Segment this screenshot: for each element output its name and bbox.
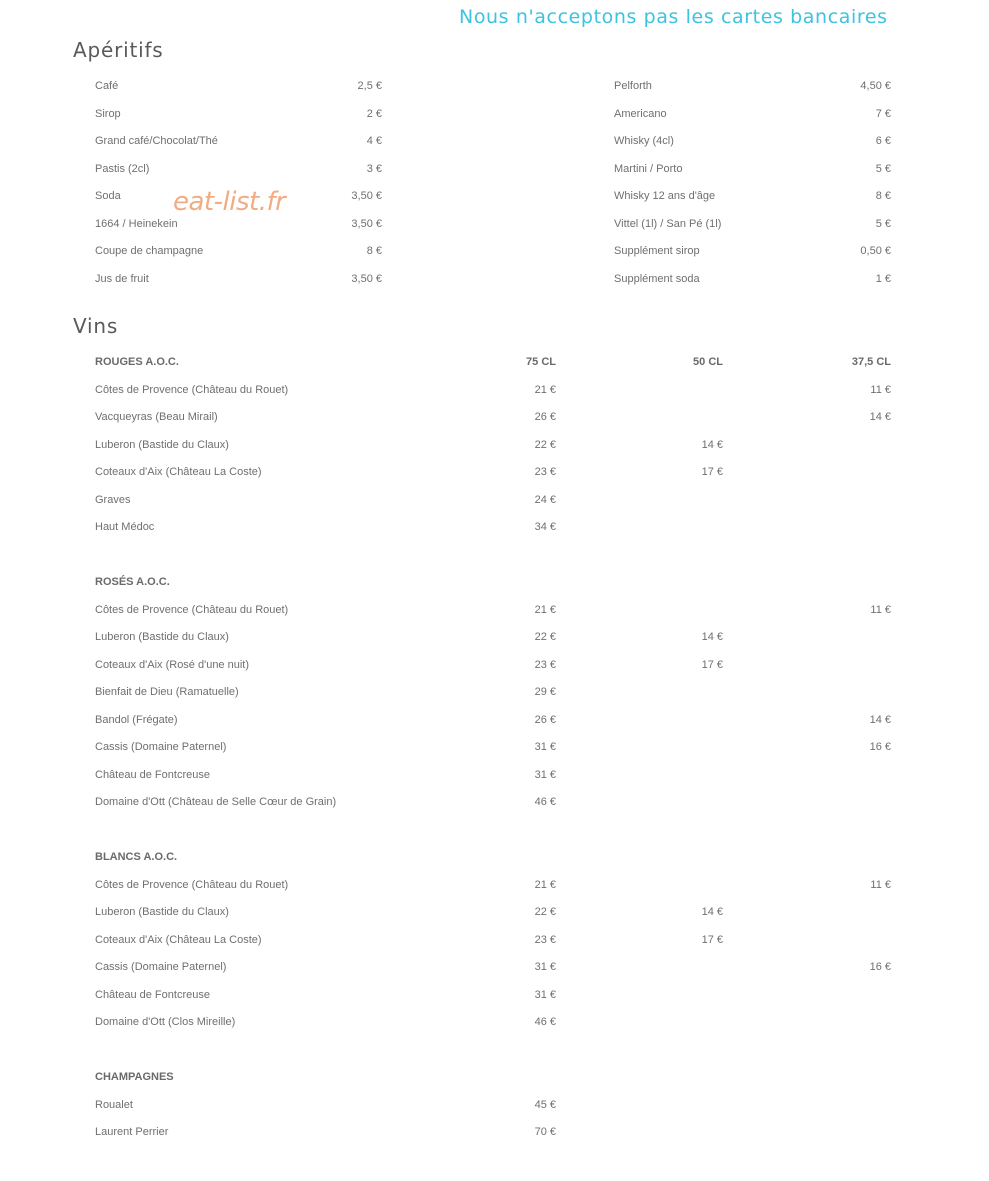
item-price: 4 €: [366, 135, 382, 147]
table-row: [95, 902, 891, 930]
price-75cl: 21 €: [534, 383, 556, 396]
price-75cl: 23 €: [534, 466, 556, 478]
table-row: [95, 710, 891, 738]
table-row: [95, 1095, 891, 1123]
price-50cl: 14 €: [701, 631, 723, 643]
list-item: [614, 76, 891, 104]
item-price: 3,50 €: [351, 190, 382, 202]
price-37cl: 11 €: [870, 878, 891, 891]
price-75cl: 70 €: [534, 1126, 556, 1138]
table-header-row: [95, 847, 891, 875]
item-price: 2 €: [366, 107, 382, 120]
price-37cl: 14 €: [869, 713, 891, 726]
price-37cl: 16 €: [869, 961, 891, 973]
wine-name: Laurent Perrier: [95, 1126, 169, 1138]
wine-name: Côtes de Provence (Château du Rouet): [95, 603, 289, 616]
table-row: [95, 737, 891, 765]
item-price: 3 €: [366, 162, 382, 175]
table-row: [95, 517, 891, 545]
price-50cl: 14 €: [701, 438, 723, 451]
item-price: 7 €: [875, 107, 891, 120]
table-row: [95, 490, 891, 518]
item-name: Coupe de champagne: [95, 245, 204, 257]
table-row: [95, 435, 891, 463]
list-item: [95, 76, 382, 104]
item-price: 5 €: [875, 217, 891, 230]
table-row: [95, 875, 891, 903]
item-name: Vittel (1l) / San Pé (1l): [614, 217, 722, 230]
wine-name: Haut Médoc: [95, 521, 155, 533]
list-item: [614, 186, 891, 214]
price-50cl: 14 €: [701, 906, 723, 918]
item-price: 4,50 €: [860, 80, 891, 92]
table-header-row: [95, 1067, 891, 1095]
item-name: Pelforth: [614, 80, 652, 92]
table-row: [95, 957, 891, 985]
wine-name: Luberon (Bastide du Claux): [95, 438, 229, 451]
table-row: [95, 600, 891, 628]
price-37cl: 14 €: [869, 411, 891, 423]
price-75cl: 23 €: [534, 933, 556, 946]
item-name: Pastis (2cl): [95, 162, 150, 175]
wine-name: Bandol (Frégate): [95, 713, 178, 726]
list-item: [614, 241, 891, 269]
item-name: Café: [95, 80, 119, 92]
item-price: 8 €: [875, 190, 891, 202]
vins-title: Vins: [73, 314, 119, 338]
price-75cl: 34 €: [534, 521, 556, 533]
table-header-row: [95, 572, 891, 600]
price-75cl: 46 €: [534, 796, 556, 808]
item-name: Supplément sirop: [614, 245, 700, 257]
price-37cl: 11 €: [870, 383, 891, 396]
price-75cl: 21 €: [534, 878, 556, 891]
price-75cl: 31 €: [534, 768, 556, 781]
item-price: 2,5 €: [357, 80, 382, 92]
list-item: [95, 131, 382, 159]
list-item: [614, 131, 891, 159]
wine-name: Graves: [95, 493, 131, 506]
item-price: 3,50 €: [351, 217, 382, 230]
item-name: Martini / Porto: [614, 162, 683, 175]
wine-name: Coteaux d'Aix (Château La Coste): [95, 933, 262, 946]
price-75cl: 31 €: [534, 741, 556, 753]
item-name: Americano: [614, 107, 667, 120]
price-50cl: 17 €: [701, 466, 723, 478]
list-item: [95, 104, 382, 132]
list-item: [614, 159, 891, 187]
item-price: 1 €: [875, 272, 891, 285]
table-row: [95, 380, 891, 408]
price-75cl: 45 €: [534, 1098, 556, 1111]
item-price: 3,50 €: [351, 272, 382, 285]
aperitifs-title: Apéritifs: [73, 38, 164, 62]
item-name: Grand café/Chocolat/Thé: [95, 135, 218, 147]
wine-name: Bienfait de Dieu (Ramatuelle): [95, 686, 239, 698]
aperitifs-right-list: [614, 76, 891, 296]
table-row: [95, 1012, 891, 1040]
wine-name: Vacqueyras (Beau Mirail): [95, 411, 218, 423]
table-row: [95, 792, 891, 820]
item-price: 0,50 €: [860, 245, 891, 257]
list-item: [95, 214, 382, 242]
column-75cl-header: 75 CL: [526, 356, 556, 368]
wine-name: Coteaux d'Aix (Château La Coste): [95, 466, 262, 478]
table-row: [95, 407, 891, 435]
price-75cl: 29 €: [534, 686, 556, 698]
list-item: [95, 159, 382, 187]
list-item: [95, 241, 382, 269]
item-name: Whisky (4cl): [614, 135, 674, 147]
price-75cl: 22 €: [534, 906, 556, 918]
table-row: [95, 627, 891, 655]
list-item: [95, 269, 382, 297]
price-50cl: 17 €: [701, 933, 723, 946]
category-heading: CHAMPAGNES: [95, 1071, 174, 1083]
wine-group-rouges: [95, 352, 891, 545]
wine-name: Côtes de Provence (Château du Rouet): [95, 878, 289, 891]
price-75cl: 21 €: [534, 603, 556, 616]
category-heading: BLANCS A.O.C.: [95, 851, 178, 863]
wine-group-champagnes: [95, 1067, 891, 1150]
list-item: [614, 104, 891, 132]
item-name: Jus de fruit: [95, 272, 149, 285]
item-name: Supplément soda: [614, 272, 700, 285]
table-row: [95, 765, 891, 793]
price-75cl: 31 €: [534, 961, 556, 973]
table-header-row: [95, 352, 891, 380]
price-37cl: 11 €: [870, 603, 891, 616]
item-name: Soda: [95, 190, 121, 202]
wine-name: Coteaux d'Aix (Rosé d'une nuit): [95, 658, 250, 671]
wine-name: Domaine d'Ott (Clos Mireille): [95, 1016, 236, 1028]
wine-name: Côtes de Provence (Château du Rouet): [95, 383, 289, 396]
table-row: [95, 1122, 891, 1150]
wine-name: Domaine d'Ott (Château de Selle Cœur de Grain): [95, 796, 337, 808]
list-item: [614, 269, 891, 297]
price-75cl: 31 €: [534, 988, 556, 1001]
item-name: Sirop: [95, 107, 121, 120]
wine-name: Château de Fontcreuse: [95, 768, 210, 781]
list-item: [614, 214, 891, 242]
price-37cl: 16 €: [869, 741, 891, 753]
wine-name: Cassis (Domaine Paternel): [95, 741, 227, 753]
column-37cl-header: 37,5 CL: [851, 356, 891, 368]
price-75cl: 22 €: [534, 631, 556, 643]
aperitifs-left-list: [95, 76, 382, 296]
price-75cl: 22 €: [534, 438, 556, 451]
item-price: 6 €: [875, 135, 891, 147]
wine-name: Luberon (Bastide du Claux): [95, 906, 229, 918]
category-heading: ROUGES A.O.C.: [95, 356, 179, 368]
column-50cl-header: 50 CL: [693, 356, 723, 368]
wine-name: Roualet: [95, 1098, 133, 1111]
wine-group-roses: [95, 572, 891, 820]
price-75cl: 26 €: [534, 713, 556, 726]
watermark-logo: eat-list.fr: [173, 187, 286, 217]
category-heading: ROSÉS A.O.C.: [95, 576, 170, 588]
wine-group-blancs: [95, 847, 891, 1040]
wine-name: Château de Fontcreuse: [95, 988, 210, 1001]
item-price: 5 €: [875, 162, 891, 175]
table-row: [95, 462, 891, 490]
wine-name: Cassis (Domaine Paternel): [95, 961, 227, 973]
no-cards-notice: Nous n'acceptons pas les cartes bancaires: [459, 6, 888, 28]
price-75cl: 23 €: [534, 658, 556, 671]
table-row: [95, 655, 891, 683]
item-price: 8 €: [366, 245, 382, 257]
price-75cl: 46 €: [534, 1016, 556, 1028]
item-name: 1664 / Heinekein: [95, 217, 178, 230]
table-row: [95, 682, 891, 710]
table-row: [95, 985, 891, 1013]
wine-name: Luberon (Bastide du Claux): [95, 631, 229, 643]
price-75cl: 24 €: [534, 493, 556, 506]
table-row: [95, 930, 891, 958]
item-name: Whisky 12 ans d'âge: [614, 190, 716, 202]
price-50cl: 17 €: [701, 658, 723, 671]
price-75cl: 26 €: [534, 411, 556, 423]
